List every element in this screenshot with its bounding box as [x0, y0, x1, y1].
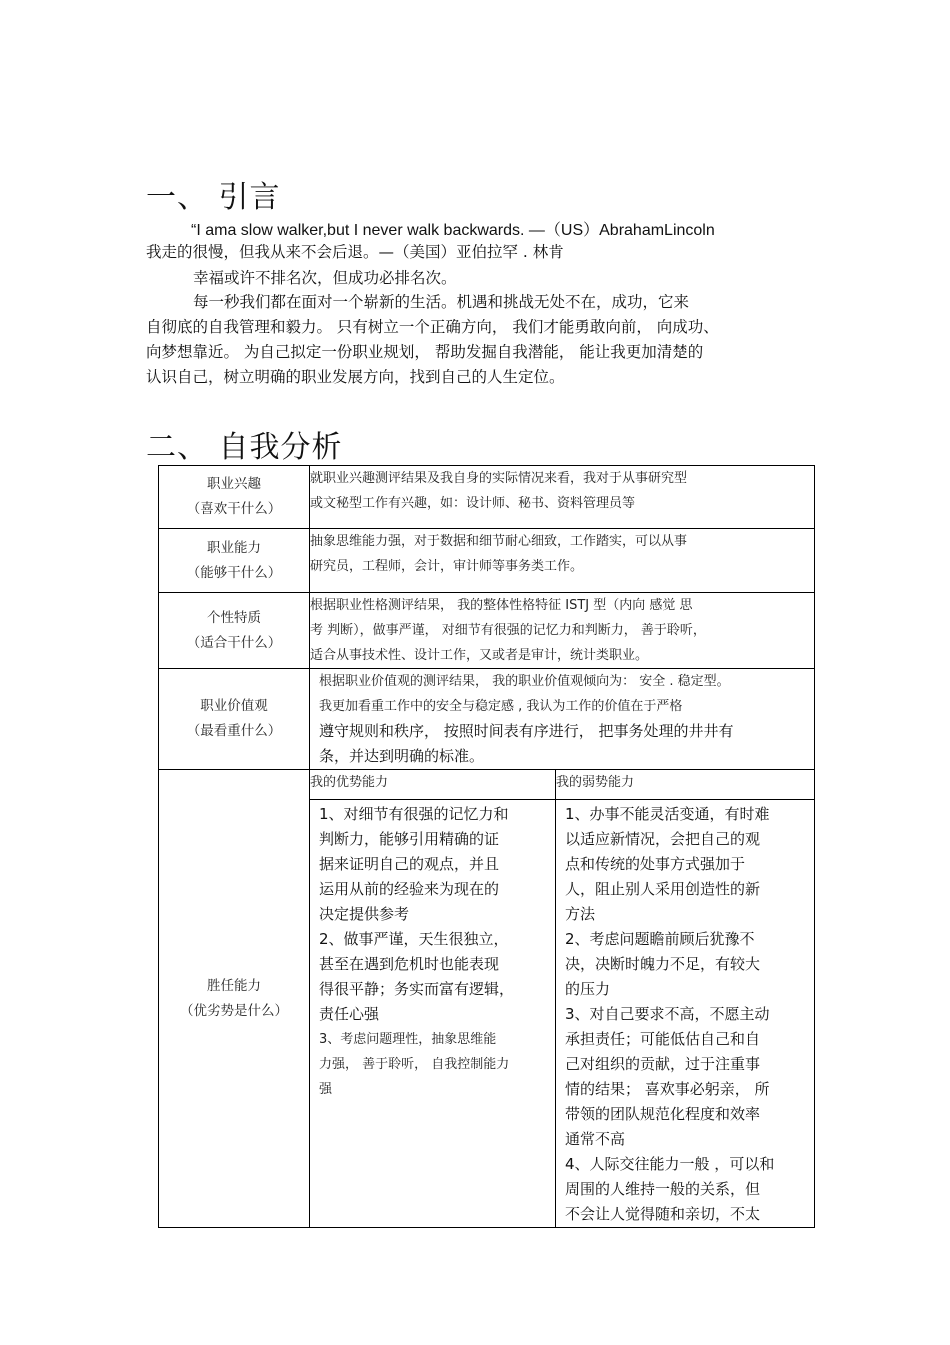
weakness-line: 的压力 — [565, 980, 611, 998]
quote-english: “I ama slow walker,but I never walk backwards. —（US）AbrahamLincoln — [191, 222, 715, 239]
strength-line: 3、考虑问题理性，抽象思维能 — [319, 1032, 497, 1047]
self-analysis-table — [158, 465, 815, 1228]
values-line: 根据职业价值观的测评结果， 我的职业价值观倾向为： 安全 . 稳定型。 — [319, 674, 730, 689]
weakness-list — [556, 800, 815, 1228]
ability-sub: （能够干什么） — [186, 564, 282, 581]
strength-line: 力强， 善于聆听， 自我控制能力 — [319, 1057, 510, 1072]
motto: 幸福或许不排名次，但成功必排名次。 — [193, 269, 457, 287]
interest-label-cell — [159, 466, 310, 529]
ability-label: 职业能力 — [207, 539, 261, 556]
personality-sub: （适合干什么） — [186, 634, 282, 651]
values-line: 遵守规则和秩序， 按照时间表有序进行， 把事务处理的井井有 — [319, 722, 734, 740]
personality-content — [310, 593, 815, 669]
interest-line: 或文秘型工作有兴趣，如：设计师、秘书、资料管理员等 — [310, 496, 636, 511]
intro-para-line: 认识自己，树立明确的职业发展方向，找到自己的人生定位。 — [146, 368, 565, 386]
interest-content — [310, 466, 815, 529]
strength-list — [310, 800, 556, 1228]
weakness-line: 点和传统的处事方式强加于 — [565, 855, 746, 873]
weakness-header-text: 我的弱势能力 — [556, 775, 635, 790]
strength-line: 运用从前的经验来为现在的 — [319, 880, 500, 898]
row-competence-header — [159, 770, 815, 800]
values-line: 我更加看重工作中的安全与稳定感 , 我认为工作的价值在于严格 — [319, 699, 683, 714]
intro-para-line: 自彻底的自我管理和毅力。 只有树立一个正确方向， 我们才能勇敢向前， 向成功、 — [146, 318, 719, 336]
strength-line: 甚至在遇到危机时也能表现 — [319, 955, 500, 973]
interest-sub: （喜欢干什么） — [186, 501, 282, 517]
values-label-cell — [159, 669, 310, 770]
weakness-line: 情的结果； 喜欢事必躬亲， 所 — [565, 1080, 770, 1098]
ability-line: 抽象思维能力强，对于数据和细节耐心细致，工作踏实，可以从事 — [310, 534, 688, 549]
personality-line: 考 判断），做事严谨， 对细节有很强的记忆力和判断力， 善于聆听， — [310, 623, 706, 638]
weakness-line: 3、对自己要求不高，不愿主动 — [565, 1005, 770, 1023]
personality-label-cell — [159, 593, 310, 669]
interest-label: 职业兴趣 — [207, 476, 261, 492]
weakness-line: 通常不高 — [565, 1130, 626, 1148]
row-ability — [159, 529, 815, 593]
competence-sub: （优劣势是什么） — [180, 1002, 288, 1019]
weakness-header — [556, 770, 815, 800]
intro-para-line: 向梦想靠近。 为自己拟定一份职业规划， 帮助发掘自我潜能， 能让我更加清楚的 — [146, 343, 704, 361]
strength-header — [310, 770, 556, 800]
weakness-line: 承担责任；可能低估自己和自 — [565, 1030, 761, 1048]
personality-label: 个性特质 — [207, 609, 261, 626]
quote-chinese: 我走的很慢，但我从来不会后退。—（美国）亚伯拉罕 . 林肯 — [146, 243, 564, 261]
weakness-line: 带领的团队规范化程度和效率 — [565, 1105, 761, 1123]
row-interest — [159, 466, 815, 529]
section-heading-intro: 一、 引言 — [146, 180, 281, 215]
weakness-line: 周围的人维持一般的关系，但 — [565, 1180, 761, 1198]
intro-para-line: 每一秒我们都在面对一个崭新的生活。机遇和挑战无处不在，成功，它来 — [193, 293, 690, 311]
strength-line: 1、对细节有很强的记忆力和 — [319, 805, 509, 823]
weakness-line: 以适应新情况，会把自己的观 — [565, 830, 761, 848]
weakness-line: 决，决断时魄力不足，有较大 — [565, 955, 761, 973]
personality-line: 适合从事技术性、设计工作，又或者是审计，统计类职业。 — [310, 648, 649, 663]
ability-line: 研究员，工程师，会计，审计师等事务类工作。 — [310, 559, 584, 574]
strength-line: 得很平静；务实而富有逻辑， — [319, 980, 515, 998]
weakness-line: 人，阻止别人采用创造性的新 — [565, 880, 761, 898]
strength-line: 强 — [319, 1082, 333, 1097]
weakness-line: 1、办事不能灵活变通，有时难 — [565, 805, 770, 823]
competence-label: 胜任能力 — [207, 977, 261, 994]
ability-label-cell — [159, 529, 310, 593]
personality-line: 根据职业性格测评结果， 我的整体性格特征 ISTJ 型（内向 感觉 思 — [310, 598, 693, 613]
values-label: 职业价值观 — [200, 698, 268, 714]
strength-line: 责任心强 — [319, 1005, 380, 1023]
row-personality — [159, 593, 815, 669]
values-sub: （最看重什么） — [186, 723, 282, 739]
interest-line: 就职业兴趣测评结果及我自身的实际情况来看，我对于从事研究型 — [310, 471, 688, 486]
strength-header-text: 我的优势能力 — [310, 775, 389, 790]
row-values — [159, 669, 815, 770]
weakness-line: 4、人际交往能力一般 ，可以和 — [565, 1155, 775, 1173]
weakness-line: 方法 — [565, 905, 596, 923]
strength-line: 决定提供参考 — [319, 905, 410, 923]
section-heading-analysis: 二、 自我分析 — [146, 430, 343, 465]
values-content — [310, 669, 815, 770]
ability-content — [310, 529, 815, 593]
strength-line: 据来证明自己的观点，并且 — [319, 855, 500, 873]
strength-line: 判断力，能够引用精确的证 — [319, 830, 500, 848]
weakness-line: 己对组织的贡献，过于注重事 — [565, 1055, 761, 1073]
competence-label-cell — [159, 770, 310, 1228]
weakness-line: 不会让人觉得随和亲切，不太 — [565, 1205, 761, 1223]
strength-line: 2、做事严谨，天生很独立， — [319, 930, 509, 948]
values-line: 条，并达到明确的标准。 — [319, 747, 485, 765]
weakness-line: 2、考虑问题瞻前顾后犹豫不 — [565, 930, 755, 948]
